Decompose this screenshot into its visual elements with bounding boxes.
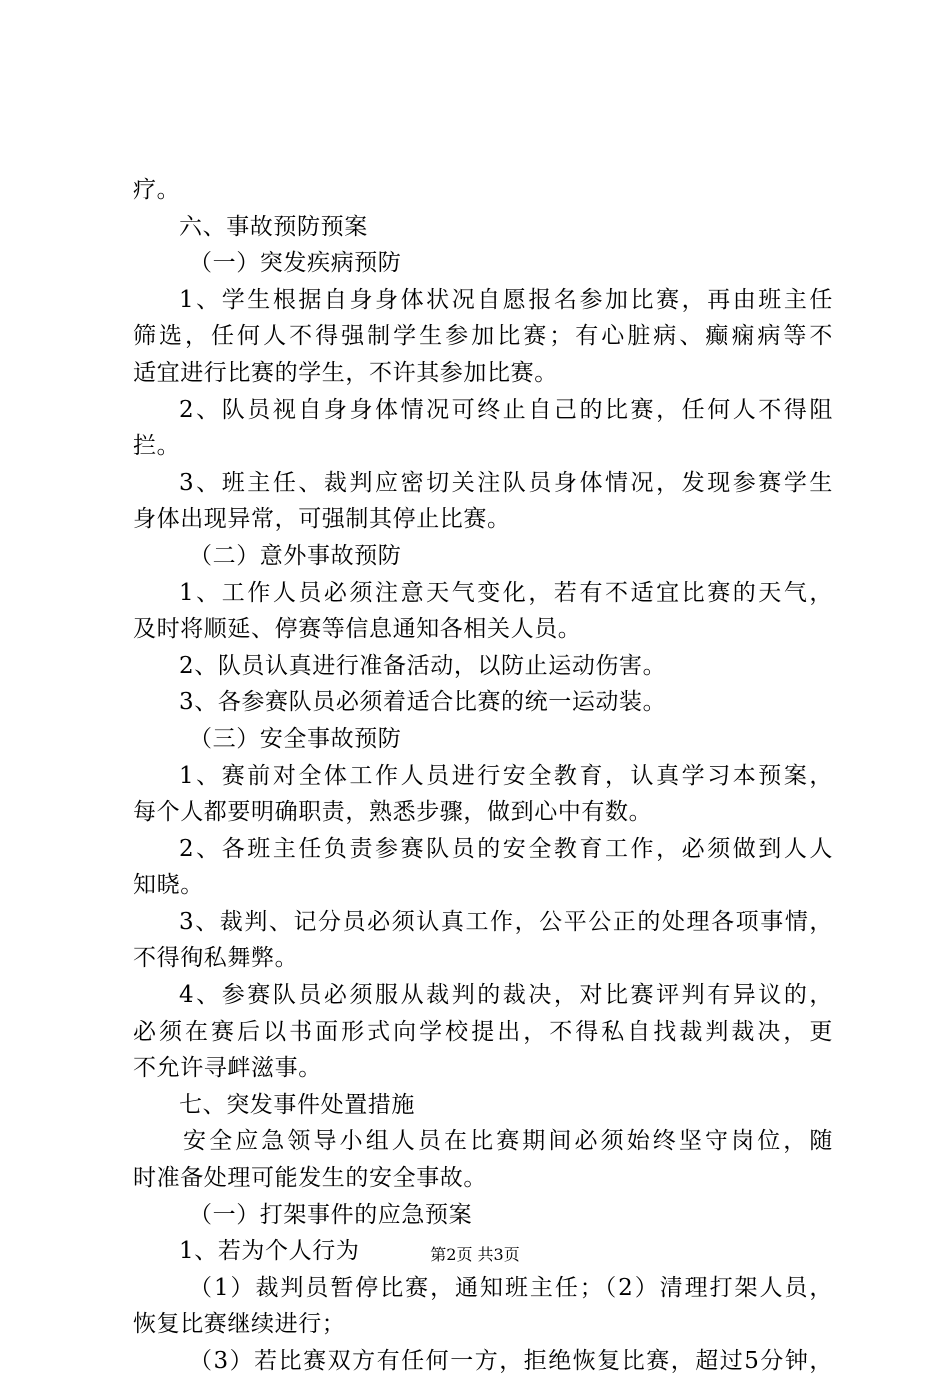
text-line: 筛选，任何人不得强制学生参加比赛；有心脏病、癫痫病等不 [133,323,833,350]
text-line: 必须在赛后以书面形式向学校提出，不得私自找裁判裁决，更 [133,1018,833,1045]
text-line: 2、队员视自身身体情况可终止自己的比赛，任何人不得阻 [179,396,833,423]
text-line: 安全应急领导小组人员在比赛期间必须始终坚守岗位，随 [183,1128,833,1155]
text-line: 2、各班主任负责参赛队员的安全教育工作，必须做到人人 [179,835,833,862]
text-line: 恢复比赛继续进行； [133,1311,346,1338]
text-line: 1、工作人员必须注意天气变化，若有不适宜比赛的天气， [179,579,833,606]
text-line: 六、事故预防预案 [179,213,368,240]
text-line: 1、学生根据自身身体状况自愿报名参加比赛，再由班主任 [179,286,833,313]
text-line: （1）裁判员暂停比赛，通知班主任；（2）清理打架人员， [189,1274,833,1301]
text-line: 每个人都要明确职责，熟悉步骤，做到心中有数。 [133,799,653,826]
text-line: 七、突发事件处置措施 [179,1091,415,1118]
text-line: （一）打架事件的应急预案 [189,1201,473,1228]
text-line: 适宜进行比赛的学生，不许其参加比赛。 [133,359,558,386]
text-line: 1、若为个人行为 [179,1238,360,1265]
text-line: 2、队员认真进行准备活动，以防止运动伤害。 [179,652,667,679]
document-body [133,172,833,1380]
text-line: 4、参赛队员必须服从裁判的裁决，对比赛评判有异议的， [179,982,833,1009]
text-line: （二）意外事故预防 [189,542,402,569]
text-line: 1、赛前对全体工作人员进行安全教育，认真学习本预案， [179,762,833,789]
page-footer: 第2页 共3页 [430,1245,520,1264]
text-line: 时准备处理可能发生的安全事故。 [133,1165,487,1192]
text-line: 拦。 [133,433,181,460]
text-line: 3、班主任、裁判应密切关注队员身体情况，发现参赛学生 [179,469,833,496]
text-line: （3）若比赛双方有任何一方，拒绝恢复比赛，超过5分钟， [189,1348,833,1374]
text-line: 不得徇私舞弊。 [133,945,299,972]
text-line: 身体出现异常，可强制其停止比赛。 [133,506,511,533]
text-line: 疗。 [133,177,181,203]
text-line: （一）突发疾病预防 [189,250,402,277]
text-line: 不允许寻衅滋事。 [133,1055,322,1082]
text-line: （三）安全事故预防 [189,725,402,752]
text-line: 及时将顺延、停赛等信息通知各相关人员。 [133,616,582,643]
text-line: 3、裁判、记分员必须认真工作，公平公正的处理各项事情， [179,908,833,935]
text-line: 知晓。 [133,872,204,899]
text-line: 3、各参赛队员必须着适合比赛的统一运动装。 [179,689,667,716]
